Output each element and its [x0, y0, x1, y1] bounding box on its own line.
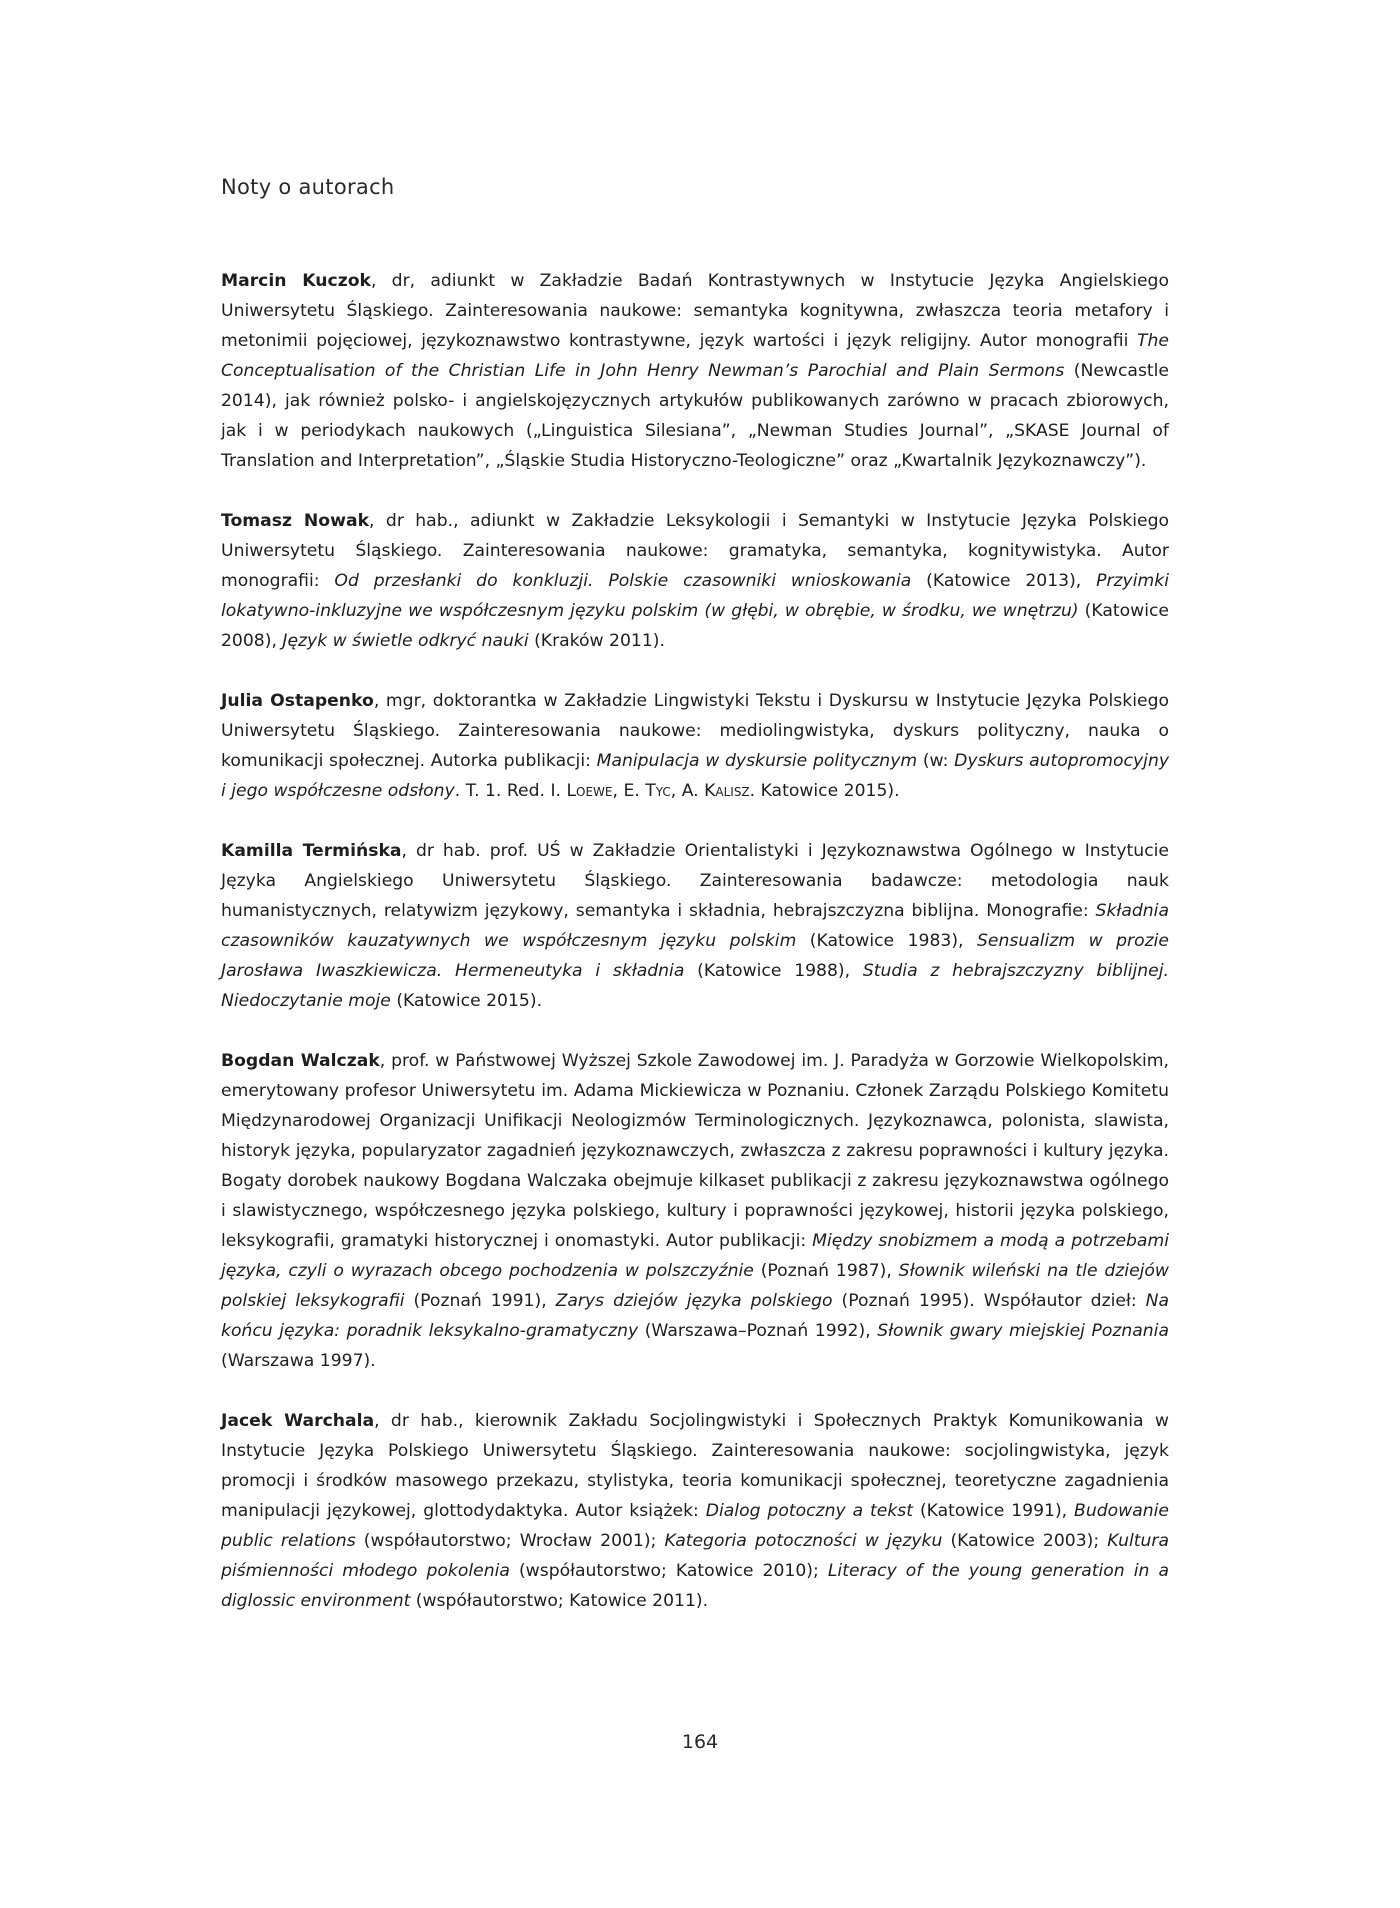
publication-title: Kultura piśmienności młodego pokolenia: [221, 1531, 1169, 1581]
note-text: (Poznań 1991),: [404, 1291, 556, 1311]
author-note: [221, 1406, 1169, 1616]
note-text: (Kraków 2011).: [528, 631, 665, 651]
editor-surname: Kalisz: [704, 781, 750, 801]
publication-title: Od przesłanki do konkluzji. Polskie czasowniki wnioskowania: [334, 571, 912, 591]
note-text: (Katowice 1991),: [913, 1501, 1075, 1521]
note-text: (Katowice 1983),: [796, 931, 978, 951]
author-note: [221, 836, 1169, 1016]
note-text: , dr hab., adiunkt w Zakładzie Leksykologii i Semantyki w Instytucie Języka Polskiego Uniwersytetu Śląskiego. Zainteresowania naukowe: gramatyka, semantyka, kognitywistyka. Autor monografii:: [221, 511, 1170, 591]
running-head: Noty o autorach: [221, 175, 395, 199]
publication-title: Składnia czasowników kauzatywnych we współczesnym języku polskim: [221, 901, 1169, 951]
author-name: Jacek Warchala: [221, 1411, 375, 1431]
note-text: , E.: [612, 781, 646, 801]
note-text: . T. 1. Red. I.: [454, 781, 567, 801]
publication-title: Słownik gwary miejskiej Poznania: [877, 1321, 1169, 1341]
author-note: [221, 1046, 1169, 1376]
note-text: (Poznań 1987),: [753, 1261, 899, 1281]
publication-title: Między snobizmem a modą a potrzebami języka, czyli o wyrazach obcego pochodzenia w polszczyźnie: [221, 1231, 1169, 1281]
publication-title: Kategoria potoczności w języku: [664, 1531, 943, 1551]
note-text: (w:: [917, 751, 955, 771]
note-text: (Warszawa–Poznań 1992),: [638, 1321, 878, 1341]
publication-title: Słownik wileński na tle dziejów polskiej leksykografii: [221, 1261, 1169, 1311]
author-name: Julia Ostapenko: [221, 691, 374, 711]
editor-surname: Loewe: [566, 781, 613, 801]
author-name: Tomasz Nowak: [221, 511, 370, 531]
author-notes: [221, 266, 1169, 1646]
publication-title: Przyimki lokatywno-inkluzyjne we współczesnym języku polskim (w głębi, w obrębie, w środku, we wnętrzu): [221, 571, 1169, 621]
note-text: , A.: [670, 781, 705, 801]
publication-title: The Conceptualisation of the Christian Life in John Henry Newman’s Parochial and Plain Sermons: [221, 331, 1169, 381]
note-text: , dr, adiunkt w Zakładzie Badań Kontrastywnych w Instytucie Języka Angielskiego Uniwersytetu Śląskiego. Zainteresowania naukowe: semantyka kognitywna, zwłaszcza teoria metafory i metonimii pojęciowej, językoznawstwo kontrastywne, język wartości i język religijny. Autor monografii: [221, 271, 1169, 351]
note-text: , mgr, doktorantka w Zakładzie Lingwistyki Tekstu i Dyskursu w Instytucie Języka Polskiego Uniwersytetu Śląskiego. Zainteresowania naukowe: mediolingwistyka, dyskurs polityczny, nauka o komunikacji społecznej. Autorka publikacji:: [221, 691, 1169, 771]
publication-title: Literacy of the young generation in a diglossic environment: [221, 1561, 1169, 1611]
note-text: , prof. w Państwowej Wyższej Szkole Zawodowej im. J. Paradyża w Gorzowie Wielkopolskim, emerytowany profesor Uniwersytetu im. Adama Mickiewicza w Poznaniu. Członek Zarządu Polskiego Komitetu Międzynarodowej Organizacji Unifikacji Neologizmów Terminologicznych. Językoznawca, polonista, slawista, historyk języka, popularyzator zagadnień językoznawczych, zwłaszcza z zakresu poprawności i kultury języka. Bogaty dorobek naukowy Bogdana Walczaka obejmuje kilkaset publikacji z zakresu językoznawstwa ogólnego i slawistycznego, współczesnego języka polskiego, kultury i poprawności językowej, historii języka polskiego, leksykografii, gramatyki historycznej i onomastyki. Autor publikacji:: [221, 1051, 1170, 1251]
publication-title: Sensualizm w prozie Jarosława Iwaszkiewicza. Hermeneutyka i składnia: [221, 931, 1169, 981]
publication-title: Manipulacja w dyskursie politycznym: [596, 751, 918, 771]
note-text: (Katowice 2013),: [911, 571, 1097, 591]
publication-title: Na końcu języka: poradnik leksykalno-gramatyczny: [221, 1291, 1169, 1341]
note-text: (współautorstwo; Wrocław 2001);: [355, 1531, 665, 1551]
note-text: (Newcastle 2014), jak również polsko- i angielskojęzycznych artykułów publikowanych zarówno w pracach zbiorowych, jak i w periodykach naukowych („Linguistica Silesiana”, „Newman Studies Journal”, „SKASE Journal of Translation and Interpretation”, „Śląskie Studia Historyczno-Teologiczne” oraz „Kwartalnik Językoznawczy”).: [221, 361, 1169, 471]
editor-surname: Tyc: [645, 781, 671, 801]
publication-title: Dialog potoczny a tekst: [705, 1501, 914, 1521]
note-text: (Katowice 1988),: [684, 961, 863, 981]
publication-title: Zarys dziejów języka polskiego: [555, 1291, 833, 1311]
note-text: (współautorstwo; Katowice 2010);: [509, 1561, 828, 1581]
publication-title: Studia z hebrajszczyzny biblijnej. Niedoczytanie moje: [221, 961, 1169, 1011]
note-text: (Warszawa 1997).: [221, 1351, 376, 1371]
note-text: . Katowice 2015).: [749, 781, 900, 801]
note-text: (Katowice 2008),: [221, 601, 1170, 651]
author-note: [221, 506, 1169, 656]
note-text: , dr hab., kierownik Zakładu Socjolingwistyki i Społecznych Praktyk Komunikowania w Instytucie Języka Polskiego Uniwersytetu Śląskiego. Zainteresowania naukowe: socjolingwistyka, język promocji i środków masowego przekazu, stylistyka, teoria komunikacji społecznej, teoretyczne zagadnienia manipulacji językowej, glottodydaktyka. Autor książek:: [221, 1411, 1169, 1521]
publication-title: Dyskurs autopromocyjny i jego współczesne odsłony: [221, 751, 1170, 801]
publication-title: Budowanie public relations: [221, 1501, 1169, 1551]
publication-title: Język w świetle odkryć nauki: [282, 631, 529, 651]
author-name: Kamilla Termińska: [221, 841, 402, 861]
note-text: , dr hab. prof. UŚ w Zakładzie Orientalistyki i Językoznawstwa Ogólnego w Instytucie Języka Angielskiego Uniwersytetu Śląskiego. Zainteresowania badawcze: metodologia nauk humanistycznych, relatywizm językowy, semantyka i składnia, hebrajszczyzna biblijna. Monografie:: [221, 841, 1169, 921]
author-name: Marcin Kuczok: [221, 271, 371, 291]
note-text: (współautorstwo; Katowice 2011).: [410, 1591, 709, 1611]
author-name: Bogdan Walczak: [221, 1051, 380, 1071]
author-note: [221, 686, 1169, 806]
page-number: 164: [681, 1731, 719, 1753]
note-text: (Poznań 1995). Współautor dzieł:: [832, 1291, 1146, 1311]
author-note: [221, 266, 1169, 476]
note-text: (Katowice 2015).: [390, 991, 543, 1011]
note-text: (Katowice 2003);: [942, 1531, 1108, 1551]
